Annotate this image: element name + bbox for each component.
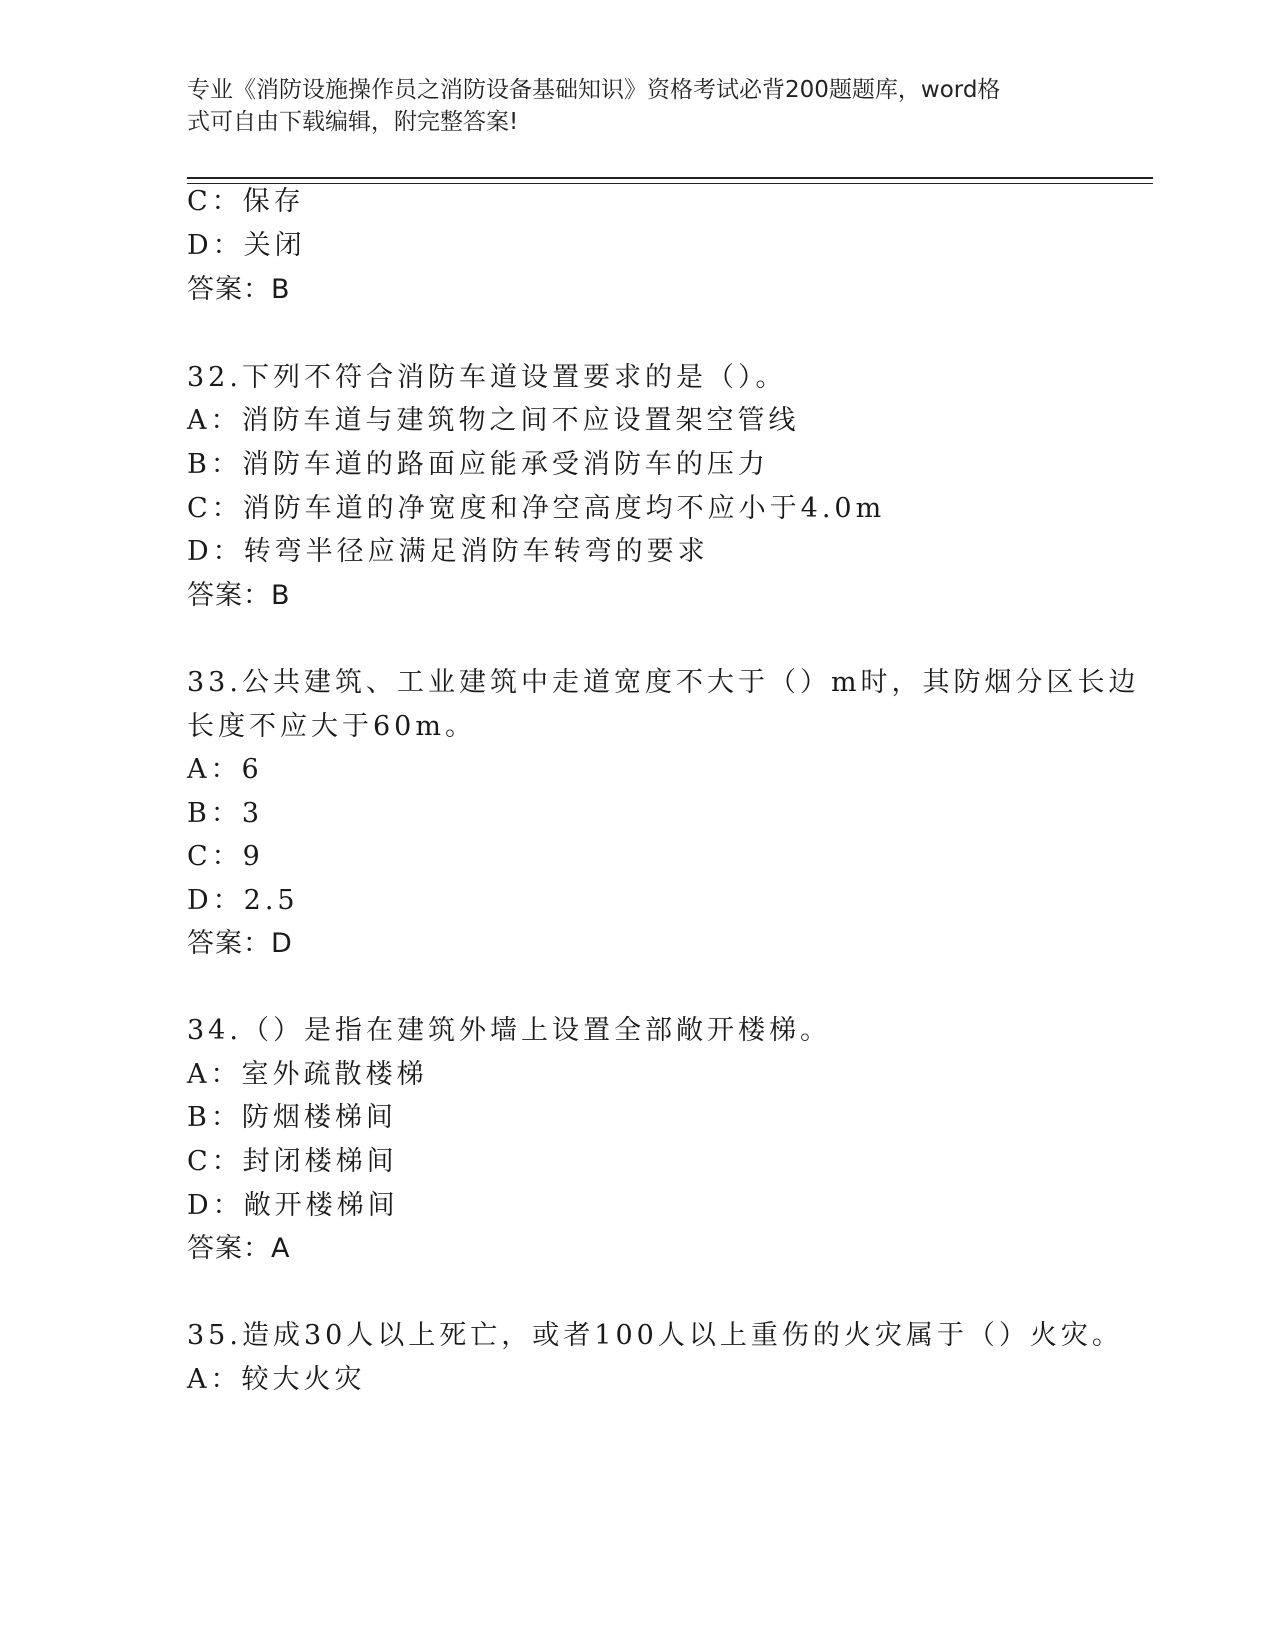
question-32-stem: 32.下列不符合消防车道设置要求的是（）。 [187,362,787,393]
question-32-answer: 答案：B [187,580,291,611]
question-35-option-a: A：较大火灾 [187,1364,366,1395]
prev-option-d: D：关闭 [187,230,306,261]
document-header [187,74,1067,138]
header-divider-thin [187,183,1153,184]
question-34-stem: 34.（）是指在建筑外墙上设置全部敞开楼梯。 [187,1015,831,1046]
question-34-option-a: A：室外疏散楼梯 [187,1059,428,1090]
header-divider-thick [187,177,1153,179]
question-33-option-c: C：9 [187,841,264,872]
question-32-option-b: B：消防车道的路面应能承受消防车的压力 [187,449,769,480]
question-33-option-d: D：2.5 [187,885,299,916]
prev-answer: 答案：B [187,274,291,305]
header-title-line-2: 式可自由下载编辑，附完整答案! [187,109,519,135]
question-35-stem: 35.造成30人以上死亡，或者100人以上重伤的火灾属于（）火灾。 [187,1320,1123,1351]
question-33-option-b: B：3 [187,798,264,829]
question-33-answer: 答案：D [187,928,293,959]
question-34-answer: 答案：A [187,1233,291,1264]
question-33-option-a: A：6 [187,754,263,785]
question-32-option-a: A：消防车道与建筑物之间不应设置架空管线 [187,405,800,436]
prev-option-c: C：保存 [187,186,305,217]
question-33-stem-line-2: 长度不应大于60m。 [187,711,476,742]
question-34-option-c: C：封闭楼梯间 [187,1146,398,1177]
header-title-line-1: 专业《消防设施操作员之消防设备基础知识》资格考试必背200题题库，word格 [187,77,1001,103]
question-32-option-d: D：转弯半径应满足消防车转弯的要求 [187,536,709,567]
question-32-option-c: C：消防车道的净宽度和净空高度均不应小于4.0m [187,493,886,524]
question-33-stem-line-1: 33.公共建筑、工业建筑中走道宽度不大于（）m时，其防烟分区长边 [187,667,1140,698]
question-34-option-d: D：敞开楼梯间 [187,1190,399,1221]
question-34-option-b: B：防烟楼梯间 [187,1102,397,1133]
